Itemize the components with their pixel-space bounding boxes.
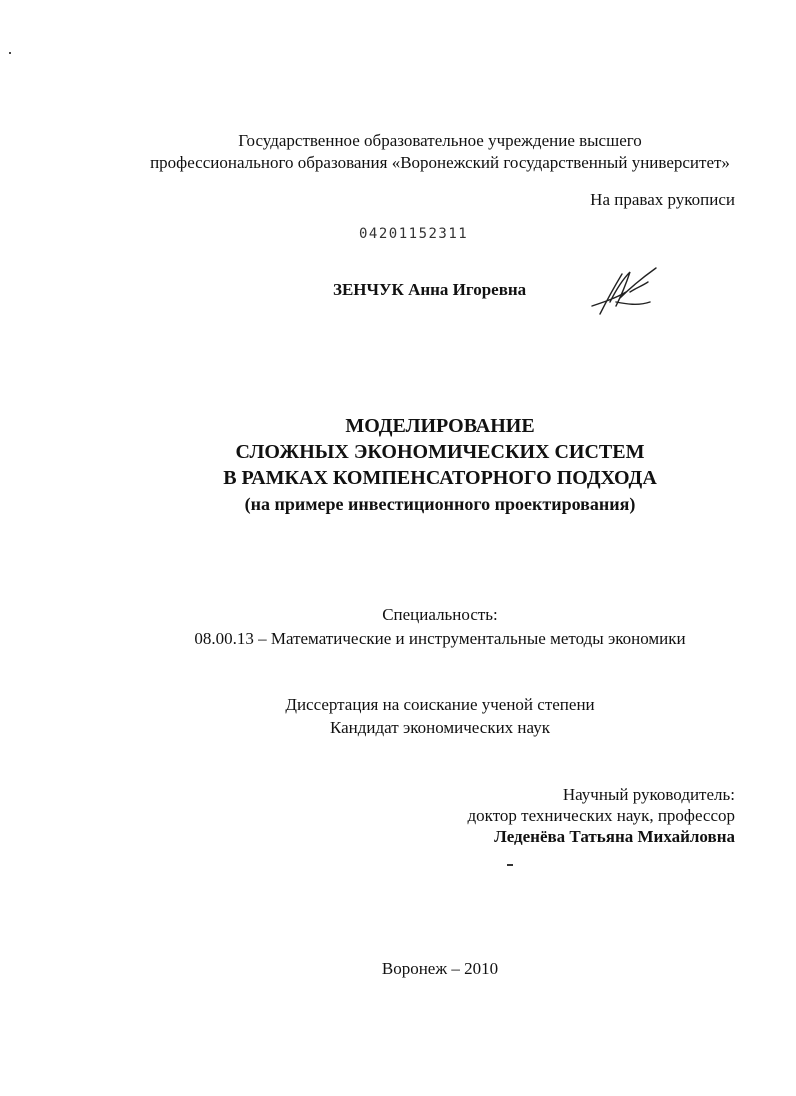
signature-mark — [586, 262, 666, 322]
registry-code: 04201152311 — [359, 226, 469, 242]
title-line-2: СЛОЖНЫХ ЭКОНОМИЧЕСКИХ СИСТЕМ — [235, 441, 645, 463]
city-year: Воронеж – 2010 — [381, 959, 499, 978]
supervisor-title: доктор технических наук, профессор — [467, 806, 735, 825]
rights-note: На правах рукописи — [590, 190, 735, 209]
degree-line-1: Диссертация на соискание ученой степени — [285, 695, 595, 714]
specialty-label: Специальность: — [382, 605, 498, 624]
title-line-1: МОДЕЛИРОВАНИЕ — [345, 415, 535, 437]
author-name: ЗЕНЧУК Анна Игоревна — [333, 280, 527, 299]
degree-line-2: Кандидат экономических наук — [330, 718, 550, 737]
supervisor-name: Леденёва Татьяна Михайловна — [494, 827, 735, 846]
scan-speck — [9, 52, 11, 54]
title-line-3: В РАМКАХ КОМПЕНСАТОРНОГО ПОДХОДА — [223, 467, 657, 489]
institution-line-1: Государственное образовательное учреждение высшего — [238, 131, 642, 150]
title-line-4: (на примере инвестиционного проектирования) — [244, 494, 636, 514]
supervisor-label: Научный руководитель: — [562, 785, 735, 804]
scan-mark — [507, 864, 513, 866]
institution-line-2: профессионального образования «Воронежский государственный университет» — [150, 153, 730, 172]
specialty-value: 08.00.13 – Математические и инструментальные методы экономики — [194, 629, 686, 648]
